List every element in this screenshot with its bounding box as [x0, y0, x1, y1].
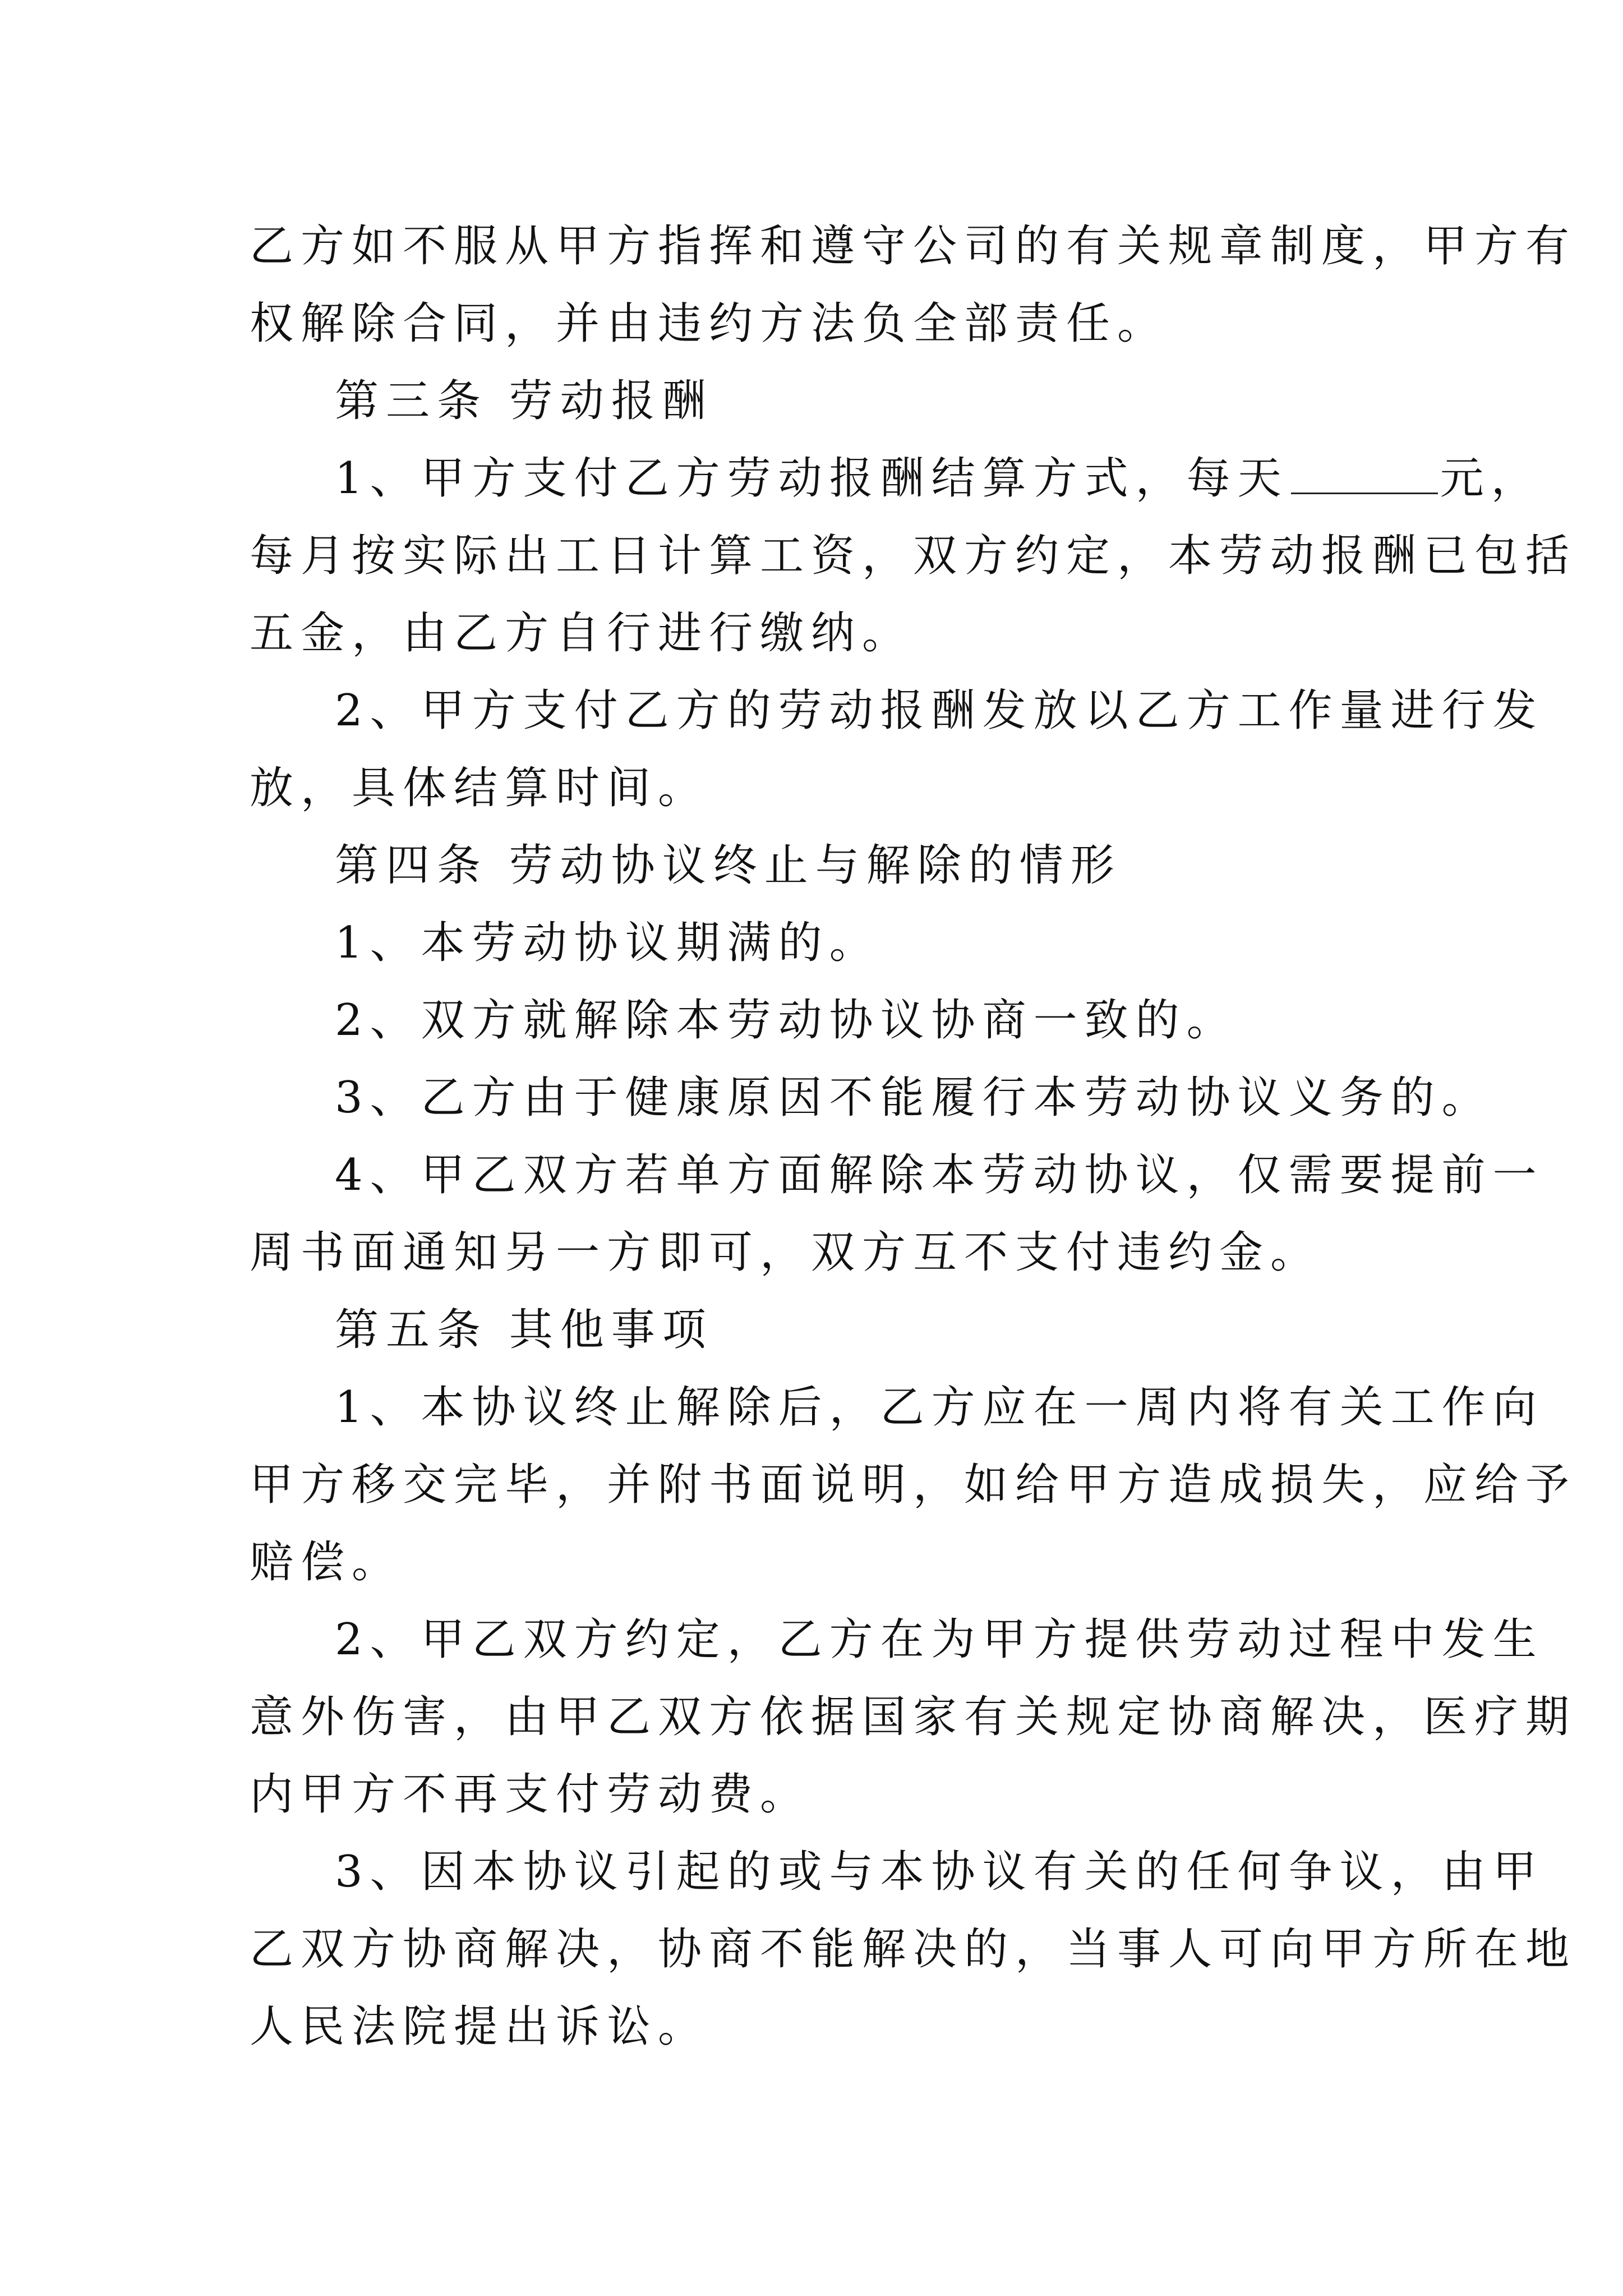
text-line: 3、因本协议引起的或与本协议有关的任何争议，由甲 — [335, 1847, 1544, 1897]
text-line: 人民法院提出诉讼。 — [250, 2001, 709, 2052]
text-line: 放，具体结算时间。 — [250, 763, 709, 813]
article-heading-5: 第五条 其他事项 — [335, 1305, 713, 1355]
list-item: 3、乙方由于健康原因不能履行本劳动协议义务的。 — [335, 1073, 1493, 1123]
list-item: 1、本劳动协议期满的。 — [335, 918, 880, 968]
text-line: 赔偿。 — [250, 1537, 403, 1588]
text-line: 周书面通知另一方即可，双方互不支付违约金。 — [250, 1227, 1322, 1278]
text-line: 乙双方协商解决，协商不能解决的，当事人可向甲方所在地 — [250, 1924, 1577, 1975]
text-line: 2、甲方支付乙方的劳动报酬发放以乙方工作量进行发 — [335, 685, 1544, 736]
text-line: 4、甲乙双方若单方面解除本劳动协议，仅需要提前一 — [335, 1150, 1544, 1200]
text-line: 2、甲乙双方约定，乙方在为甲方提供劳动过程中发生 — [335, 1614, 1544, 1665]
article-heading-4: 第四条 劳动协议终止与解除的情形 — [335, 840, 1122, 891]
text-line: 五金，由乙方自行进行缴纳。 — [250, 608, 914, 659]
text-line: 1、本协议终止解除后，乙方应在一周内将有关工作向 — [335, 1382, 1544, 1433]
text-line: 权解除合同，并由违约方法负全部责任。 — [250, 298, 1169, 349]
text-line: 内甲方不再支付劳动费。 — [250, 1769, 811, 1820]
text-line: 甲方移交完毕，并附书面说明，如给甲方造成损失，应给予 — [250, 1460, 1577, 1510]
text-segment: 1、甲方支付乙方劳动报酬结算方式，每天 — [335, 453, 1289, 504]
article-heading-3: 第三条 劳动报酬 — [335, 376, 713, 426]
list-item: 2、双方就解除本劳动协议协商一致的。 — [335, 995, 1238, 1046]
text-line-with-blank — [250, 440, 1542, 517]
text-line: 乙方如不服从甲方指挥和遵守公司的有关规章制度，甲方有 — [250, 221, 1577, 272]
text-line: 意外伤害，由甲乙双方依据国家有关规定协商解决，医疗期 — [250, 1692, 1577, 1742]
fill-in-blank — [1291, 449, 1438, 494]
document-body — [250, 208, 1577, 2065]
text-line: 每月按实际出工日计算工资，双方约定，本劳动报酬已包括 — [250, 531, 1577, 581]
text-segment: 元， — [1440, 453, 1542, 504]
